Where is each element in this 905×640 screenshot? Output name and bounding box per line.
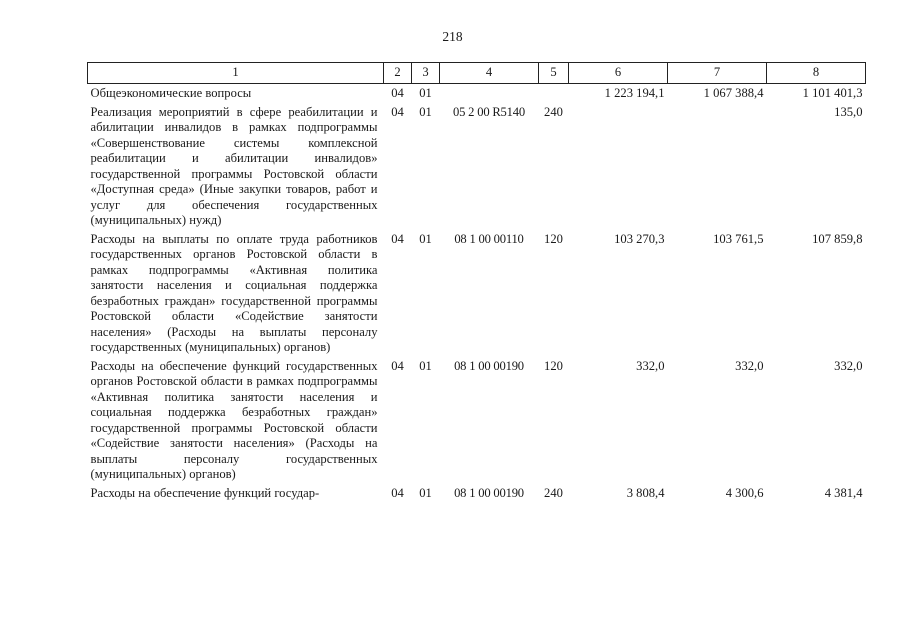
row-amount-col6 (569, 103, 668, 230)
table-row (88, 84, 866, 103)
row-amount-col6: 103 270,3 (614, 231, 665, 246)
row-amount-col7: 103 761,5 (713, 231, 764, 246)
row-target-article-code: 08 1 00 00190 (454, 358, 524, 373)
table-header-row (88, 63, 866, 84)
row-section-code: 04 (391, 231, 404, 246)
column-header-1: 1 (88, 63, 384, 84)
row-expense-type-code: 120 (544, 358, 563, 373)
row-amount-col7: 4 300,6 (725, 485, 764, 500)
column-header-2: 2 (384, 63, 412, 84)
row-amount-col7: 332,0 (735, 358, 764, 373)
row-description: Расходы на выплаты по оплате труда работников государственных органов Ростовской области в рамках подпрограммы «Активная политика занятости населения и социальная поддержка безработных граждан» государственной программы Ростовской области «Содействие занятости населения» (Расходы на выплаты персоналу государственных (муниципальных) органов) (90, 231, 378, 354)
row-section-code: 04 (391, 485, 404, 500)
row-description: Общеэкономические вопросы (90, 86, 252, 100)
row-expense-type-code: 240 (544, 485, 563, 500)
row-subsection-code: 01 (419, 231, 432, 246)
column-header-8: 8 (767, 63, 866, 84)
row-amount-col8: 4 381,4 (824, 485, 863, 500)
row-amount-col6: 1 223 194,1 (604, 86, 665, 100)
row-amount-col6: 3 808,4 (626, 485, 665, 500)
row-target-article-code: 08 1 00 00190 (454, 485, 524, 500)
row-amount-col7 (668, 103, 767, 230)
row-description: Расходы на обеспечение функций государ- (90, 485, 320, 500)
row-subsection-code: 01 (419, 104, 432, 119)
column-header-6: 6 (569, 63, 668, 84)
row-target-article-code: 05 2 00 R5140 (453, 104, 525, 119)
row-target-article-code (440, 84, 539, 103)
budget-table (87, 62, 866, 502)
row-subsection-code: 01 (419, 86, 432, 100)
row-section-code: 04 (391, 358, 404, 373)
page-number: 218 (442, 29, 463, 44)
row-expense-type-code: 240 (544, 104, 563, 119)
row-amount-col8: 135,0 (834, 104, 863, 119)
row-subsection-code: 01 (419, 485, 432, 500)
row-amount-col6: 332,0 (636, 358, 665, 373)
row-amount-col8: 332,0 (834, 358, 863, 373)
row-amount-col8: 1 101 401,3 (802, 86, 863, 100)
row-expense-type-code: 120 (544, 231, 563, 246)
row-description: Реализация мероприятий в сфере реабилитации и абилитации инвалидов в рамках подпрограммы «Совершенствование системы комплексной реабилитации и абилитации инвалидов» государственной программы Ростовской области «Доступная среда» (Иные закупки товаров, работ и услуг для обеспечения государственных (муниципальных) нужд) (90, 104, 378, 227)
column-header-3: 3 (412, 63, 440, 84)
row-description: Расходы на обеспечение функций государственных органов Ростовской области в рамках подпрограммы «Активная политика занятости населения и социальная поддержка безработных граждан» государственной программы Ростовской области «Содействие занятости населения» (Расходы на выплаты персоналу государственных (муниципальных) органов) (90, 358, 378, 481)
row-expense-type-code (539, 84, 569, 103)
row-section-code: 04 (391, 104, 404, 119)
column-header-4: 4 (440, 63, 539, 84)
table-row (88, 103, 866, 230)
table-row (88, 484, 866, 503)
column-header-7: 7 (668, 63, 767, 84)
column-header-5: 5 (539, 63, 569, 84)
row-target-article-code: 08 1 00 00110 (454, 231, 524, 246)
row-section-code: 04 (391, 86, 404, 100)
table-row (88, 230, 866, 357)
row-amount-col8: 107 859,8 (812, 231, 863, 246)
row-amount-col7: 1 067 388,4 (703, 86, 764, 100)
row-subsection-code: 01 (419, 358, 432, 373)
table-row (88, 357, 866, 484)
